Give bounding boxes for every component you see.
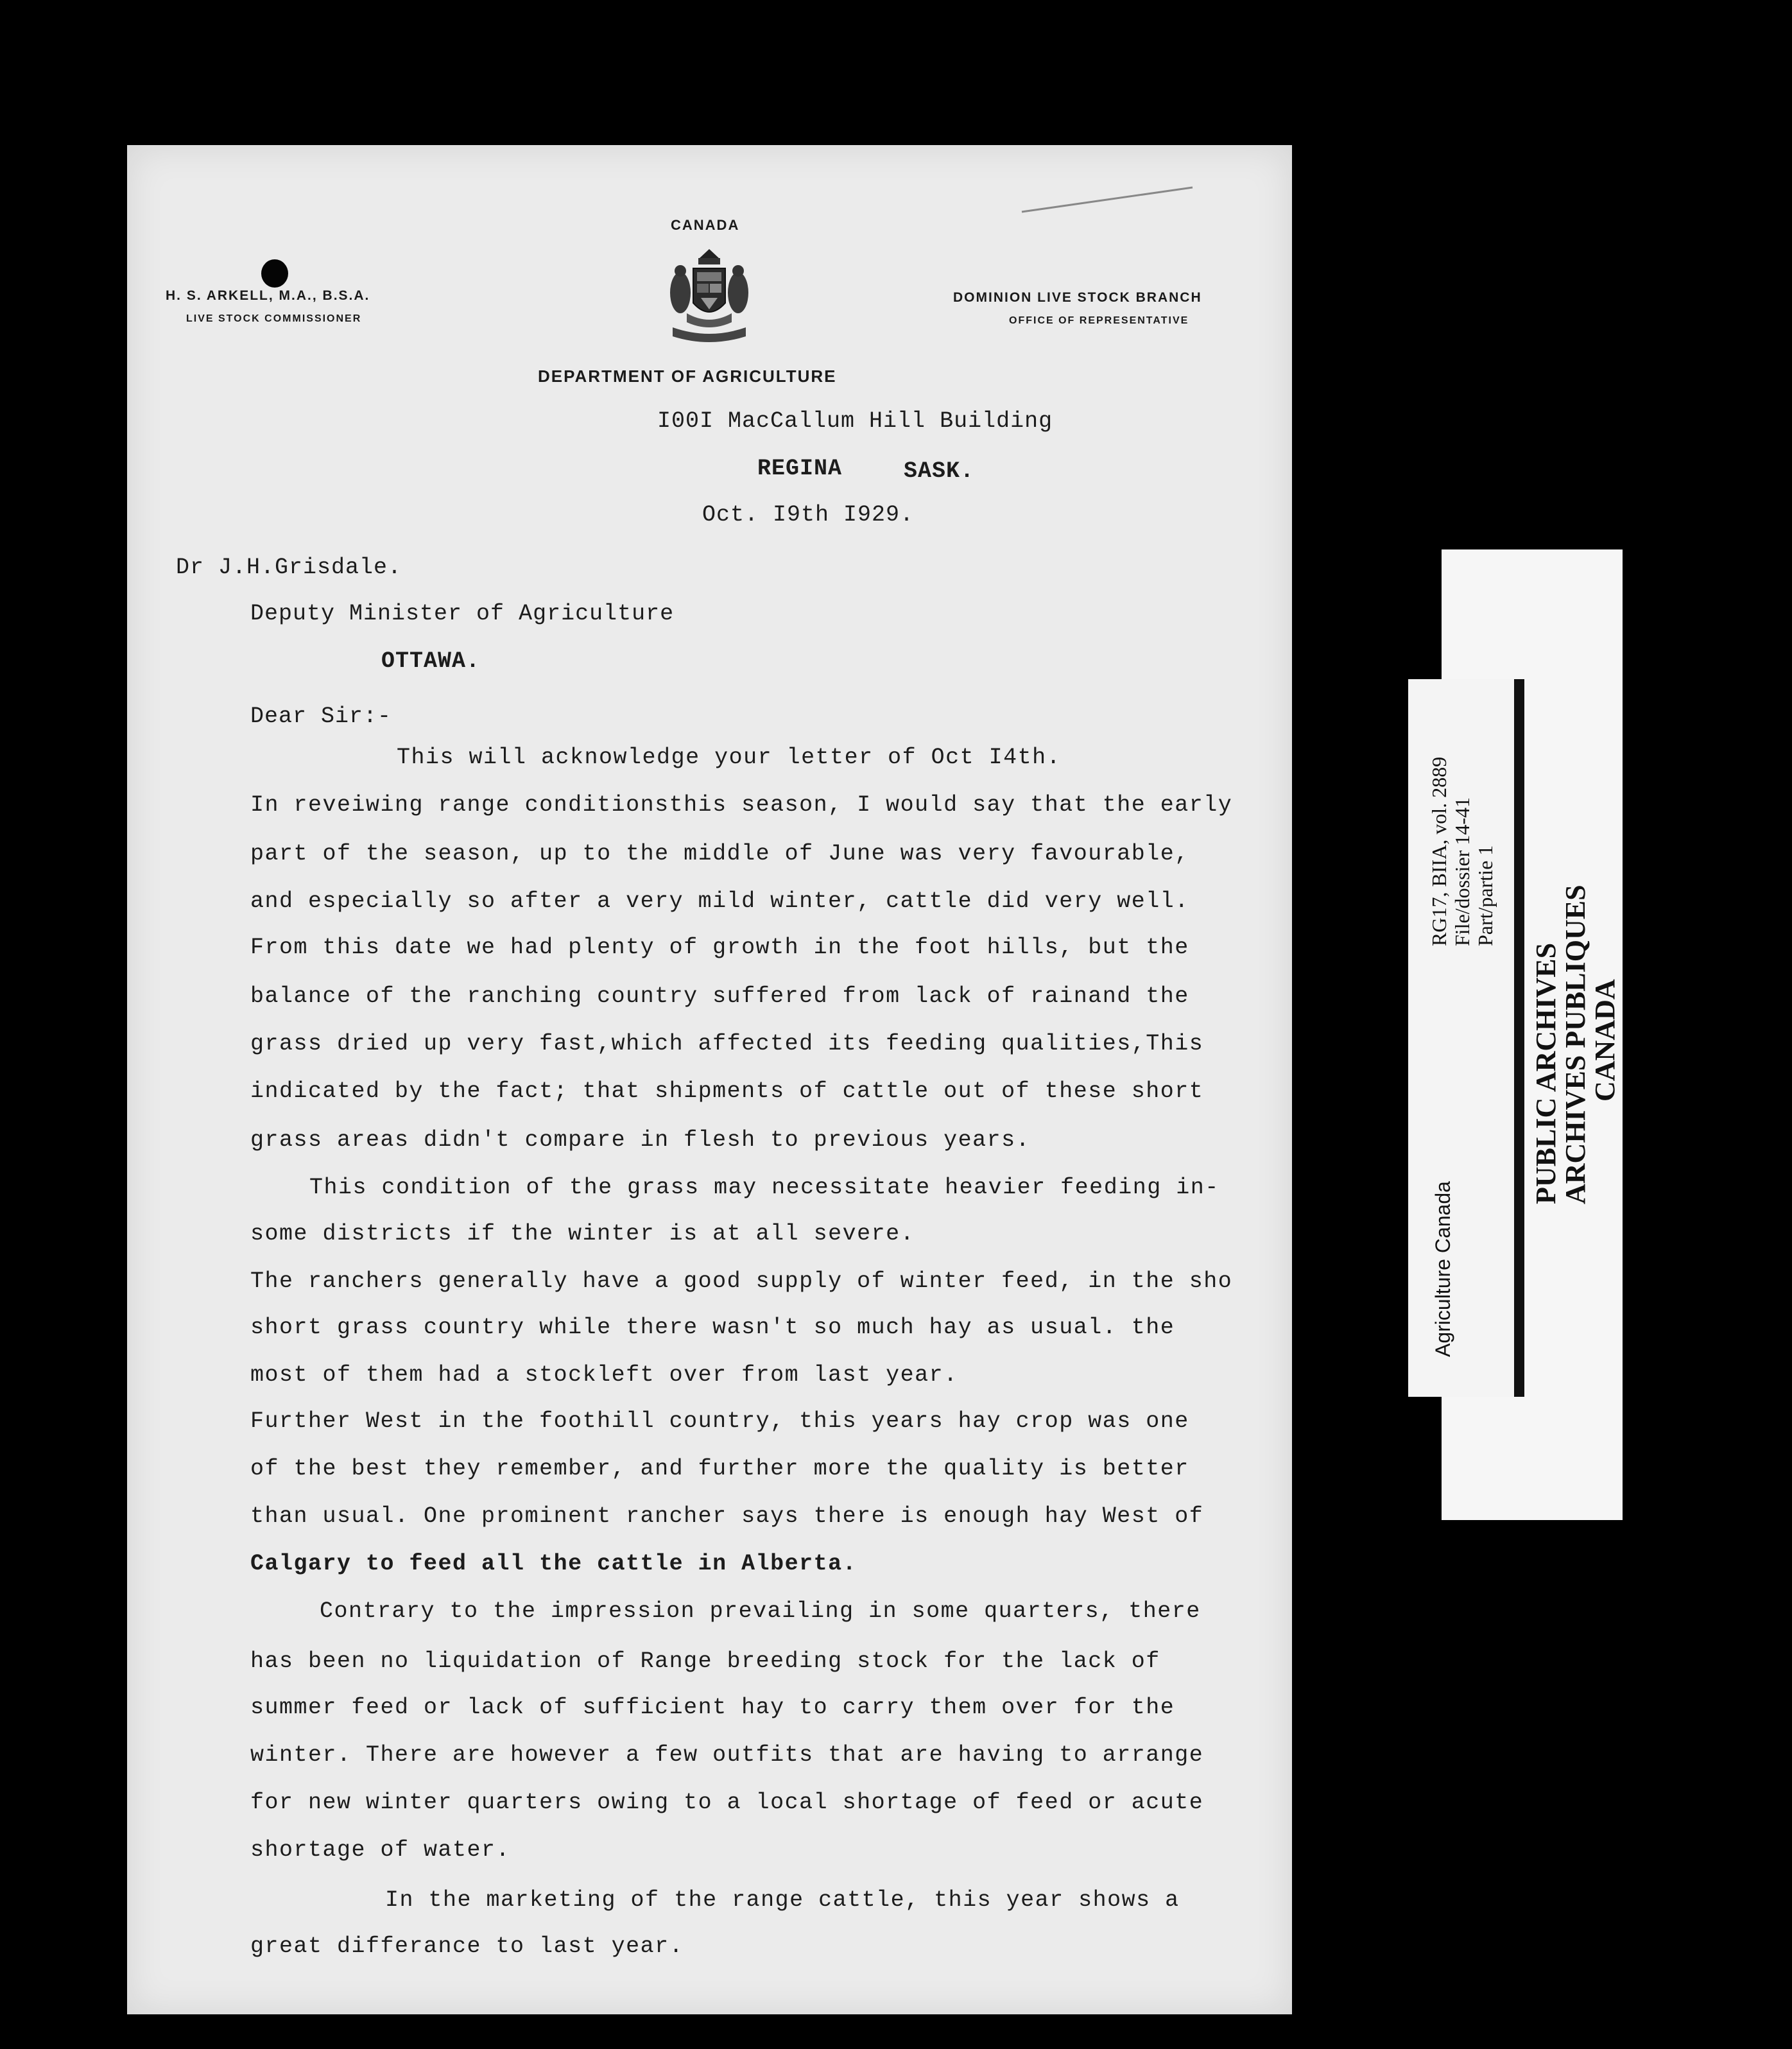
body-line: winter. There are however a few outfits that are having to arrange [250, 1742, 1204, 1768]
recipient-title: Deputy Minister of Agriculture [250, 601, 675, 627]
commissioner-title: LIVE STOCK COMMISSIONER [186, 313, 362, 324]
sender-street: I00I MacCallum Hill Building [657, 408, 1053, 434]
body-line: some districts if the winter is at all severe. [250, 1221, 915, 1247]
coat-of-arms-icon [668, 246, 751, 349]
archive-tag-line2: ARCHIVES PUBLIQUES [1560, 885, 1591, 1204]
body-line: summer feed or lack of sufficient hay to carry them over for the [250, 1695, 1175, 1720]
body-line: This condition of the grass may necessitate heavier feeding in- [309, 1175, 1219, 1200]
archive-file: File/dossier 14-41 [1451, 797, 1474, 946]
body-line: of the best they remember, and further more the quality is better [250, 1456, 1189, 1482]
body-line: Contrary to the impression prevailing in some quarters, there [320, 1598, 1201, 1624]
body-line: From this date we had plenty of growth in the foot hills, but the [250, 935, 1189, 960]
salutation: Dear Sir:- [250, 704, 392, 729]
body-line: for new winter quarters owing to a local shortage of feed or acute [250, 1790, 1204, 1815]
archive-reference-label [1408, 679, 1524, 1397]
sender-province: SASK. [904, 458, 975, 484]
body-line: indicated by the fact; that shipments of cattle out of these short [250, 1078, 1204, 1104]
body-line: balance of the ranching country suffered from lack of rainand the [250, 983, 1189, 1009]
sender-city: REGINA [757, 456, 843, 481]
body-line: than usual. One prominent rancher says there is enough hay West of [250, 1503, 1204, 1529]
body-line: most of them had a stockleft over from last year. [250, 1362, 958, 1388]
body-line: part of the season, up to the middle of June was very favourable, [250, 841, 1189, 867]
archive-part: Part/partie 1 [1474, 845, 1497, 946]
department-name: DEPARTMENT OF AGRICULTURE [538, 367, 837, 386]
branch-office: OFFICE OF REPRESENTATIVE [1009, 315, 1189, 326]
archive-tag-line1: PUBLIC ARCHIVES [1530, 942, 1562, 1204]
branch-name: DOMINION LIVE STOCK BRANCH [953, 290, 1202, 305]
body-line: and especially so after a very mild winter, cattle did very well. [250, 888, 1189, 914]
archive-agency: Agriculture Canada [1431, 1181, 1454, 1357]
body-line: has been no liquidation of Range breeding stock for the lack of [250, 1648, 1160, 1674]
body-line: This will acknowledge your letter of Oct I4th. [397, 745, 1062, 770]
letter-date: Oct. I9th I929. [702, 502, 915, 528]
body-line: grass areas didn't compare in flesh to previous years. [250, 1127, 1031, 1153]
letterhead-country: CANADA [671, 217, 740, 233]
pencil-stroke [1019, 184, 1199, 216]
archive-tag-line3: CANADA [1589, 979, 1621, 1102]
body-line: The ranchers generally have a good supply of winter feed, in the sho [250, 1268, 1233, 1294]
commissioner-name: H. S. ARKELL, M.A., B.S.A. [166, 288, 370, 303]
archive-reference: RG17, BIIA, vol. 2889 [1427, 756, 1451, 946]
body-line: Further West in the foothill country, this years hay crop was one [250, 1408, 1189, 1434]
recipient-name: Dr J.H.Grisdale. [176, 555, 402, 580]
body-line: In the marketing of the range cattle, this year shows a [385, 1887, 1180, 1913]
recipient-city: OTTAWA. [381, 648, 481, 674]
body-line: Calgary to feed all the cattle in Alberta. [250, 1551, 857, 1577]
body-line: great differance to last year. [250, 1933, 684, 1959]
letter-page [127, 145, 1292, 2014]
archive-tag-text [1531, 885, 1620, 1204]
body-line: shortage of water. [250, 1837, 511, 1863]
body-line: short grass country while there wasn't so much hay as usual. the [250, 1315, 1175, 1340]
punch-hole-shadow [261, 259, 288, 288]
body-line: In reveiwing range conditionsthis season, I would say that the early [250, 792, 1233, 818]
body-line: grass dried up very fast,which affected its feeding qualities,This [250, 1031, 1204, 1057]
archive-reference-block [1427, 757, 1497, 946]
